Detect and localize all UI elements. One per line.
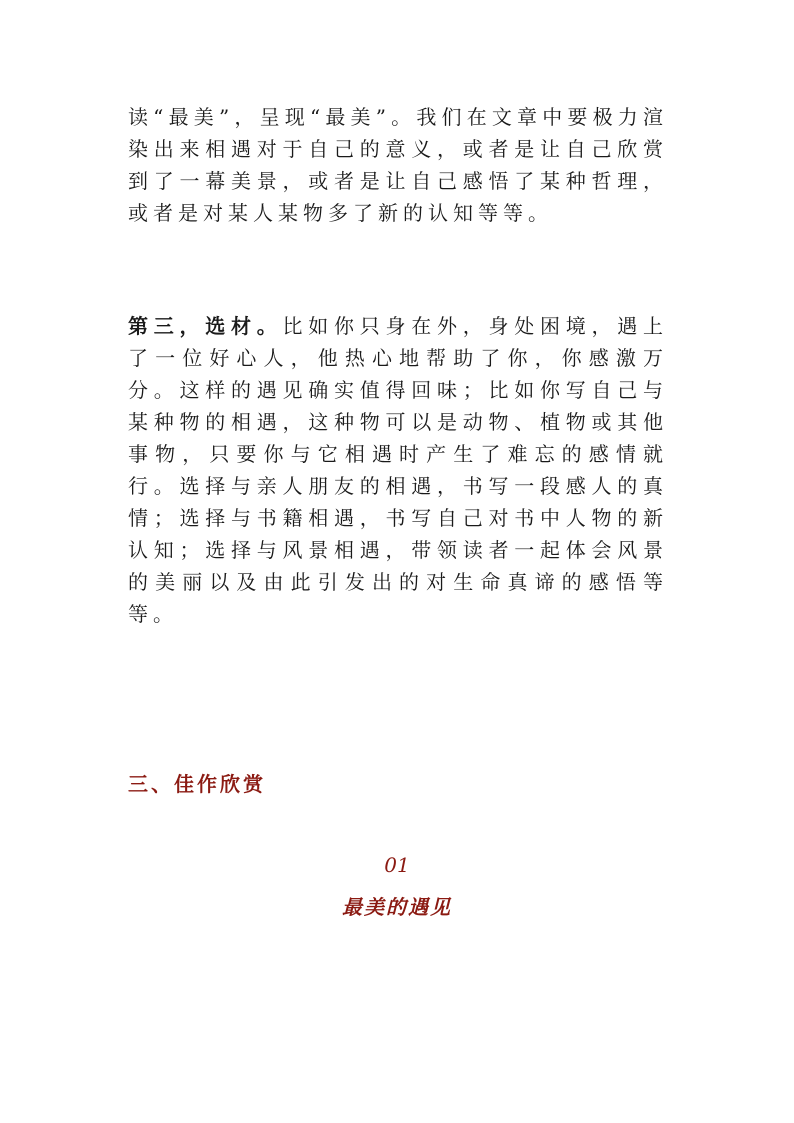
piece-number: 01 [384,853,410,877]
paragraph-render-beauty [128,101,668,229]
paragraph-render-beauty-text: 读“最美”，呈现“最美”。我们在文章中要极力渲染出来相遇对于自己的意义，或者是让自己欣赏到了一幕美景，或者是让自己感悟了某种哲理，或者是对某人某物多了新的认知等等。 [128,105,668,225]
paragraph-material-selection-text: 比如你只身在外，身处困境，遇上了一位好心人，他热心地帮助了你，你感激万分。这样的遇见确实值得回味；比如你写自己与某种物的相遇，这种物可以是动物、植物或其他事物，只要你与它相遇时产生了难忘的感情就行。选择与亲人朋友的相遇，书写一段感人的真情；选择与书籍相遇，书写自己对书中人物的新认知；选择与风景相遇，带领读者一起体会风景的美丽以及由此引发出的对生命真谛的感悟等等。 [128,314,668,626]
paragraph-material-selection [128,310,668,630]
section-heading: 三、佳作欣赏 [128,772,266,796]
paragraph-lead-heading: 第三，选材。 [128,314,283,338]
piece-title: 最美的遇见 [342,895,452,919]
